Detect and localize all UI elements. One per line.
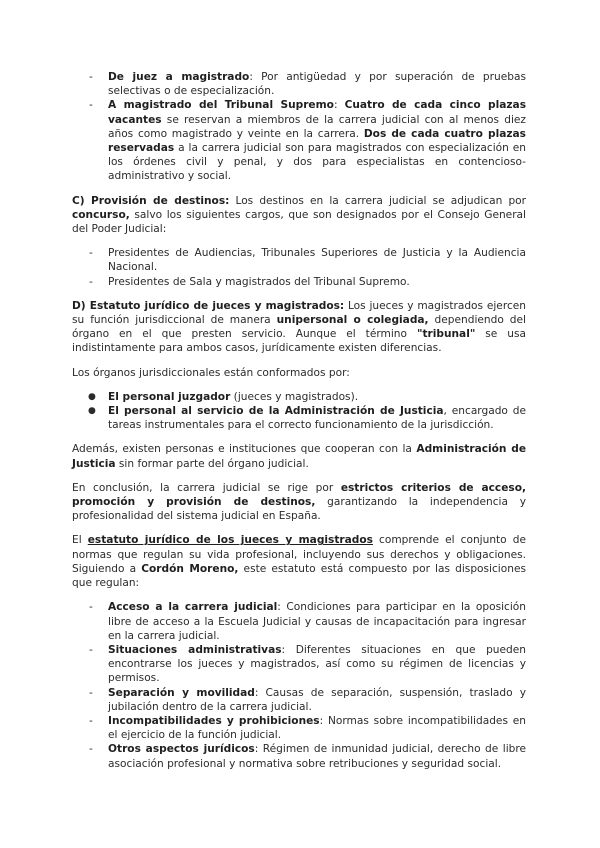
text-run: salvo los siguientes cargos, que son designados por el Consejo General del Poder Judicial: xyxy=(72,208,526,236)
list-item xyxy=(72,742,526,770)
text-run: : Régimen de inmunidad judicial, derecho de libre asociación profesional y normativa sobre retribuciones y seguridad social. xyxy=(108,743,526,770)
list-item xyxy=(72,404,526,432)
statute-provisions-list xyxy=(72,600,526,770)
list-item xyxy=(72,686,526,714)
text-run: En conclusión, la carrera judicial se rige por xyxy=(72,481,341,494)
text-run: (jueces y magistrados). xyxy=(230,390,359,403)
list-item xyxy=(72,98,526,183)
list-item xyxy=(72,275,526,289)
text-run: garantizando la independencia y profesionalidad del sistema judicial en España. xyxy=(72,496,527,523)
text-run: : xyxy=(333,99,345,112)
bullet-icon: ● xyxy=(88,406,96,417)
promotion-list xyxy=(72,70,526,184)
designated-posts-list xyxy=(72,246,526,289)
text-run: sin formar parte del órgano judicial. xyxy=(115,457,309,470)
bold-text-run: Cordón Moreno, xyxy=(141,562,239,575)
text-run: El xyxy=(72,534,88,547)
section-c-paragraph xyxy=(72,194,526,237)
bold-text-run: estrictos criterios de acceso, promoción y provisión de destinos, xyxy=(72,481,527,509)
text-run: Los órganos jurisdiccionales están conformados por: xyxy=(72,366,350,379)
bold-text-run: Acceso a la carrera judicial xyxy=(108,601,278,614)
dash-icon: - xyxy=(89,601,93,614)
text-run: a la carrera judicial son para magistrados con especialización en los órdenes civil y penal, y dos para especialistas en contencioso-administrativo y social. xyxy=(108,142,526,183)
bold-text-run xyxy=(88,534,373,546)
text-run: : Causas de separación, suspensión, traslado y jubilación dentro de la carrera judicial. xyxy=(108,686,526,713)
organos-list xyxy=(72,390,526,433)
dash-icon: - xyxy=(89,275,93,288)
bold-text-run: D) Estatuto jurídico de jueces y magistrados: xyxy=(72,299,345,312)
bold-text-run: El personal al servicio de la Administración de Justicia xyxy=(108,405,444,418)
list-item xyxy=(72,246,526,274)
organos-intro-paragraph xyxy=(72,366,526,380)
bold-text-run: unipersonal o colegiada, xyxy=(276,314,429,327)
bold-text-run: El personal juzgador xyxy=(108,390,231,403)
text-run: Los jueces y magistrados ejercen su función jurisdiccional de manera xyxy=(72,299,527,327)
document-body xyxy=(72,70,526,771)
text-run: Además, existen personas e instituciones que cooperan con la xyxy=(72,443,417,456)
bold-text-run: Incompatibilidades y prohibiciones xyxy=(108,714,320,727)
text-run: Presidentes de Sala y magistrados del Tribunal Supremo. xyxy=(108,275,410,288)
dash-icon: - xyxy=(89,743,93,756)
text-run: Los destinos en la carrera judicial se adjudican por xyxy=(229,194,527,207)
text-run: : Diferentes situaciones en que pueden encontrarse los jueces y magistrados, así como su régimen de licencias y permisos. xyxy=(108,643,526,685)
text-run: dependiendo del órgano en el que presten servicio. Aunque el término xyxy=(72,314,526,341)
text-run: : Normas sobre incompatibilidades en el ejercicio de la función judicial. xyxy=(108,714,526,742)
bold-text-run: De juez a magistrado xyxy=(108,71,250,83)
bold-text-run: Dos de cada cuatro plazas reservadas xyxy=(108,127,526,155)
text-run: : Condiciones para participar en la oposición libre de acceso a la Escuela Judicial y causas de incapacitación para ingresar en la carrera judicial. xyxy=(108,601,526,642)
bold-text-run: A magistrado del Tribunal Supremo xyxy=(108,99,334,112)
text-run: estatuto jurídico de los jueces y magistrados xyxy=(87,534,373,547)
list-item xyxy=(72,714,526,742)
text-run: : Por antigüedad y por superación de pruebas selectivas o de especialización. xyxy=(108,71,526,98)
dash-icon: - xyxy=(89,99,93,112)
conclusion-paragraph xyxy=(72,481,526,524)
list-item xyxy=(72,70,526,98)
dash-icon: - xyxy=(89,686,93,699)
text-run: comprende el conjunto de normas que regulan su vida profesional, incluyendo sus derechos y obligaciones. Siguiendo a xyxy=(72,534,526,575)
text-run: Presidentes de Audiencias, Tribunales Superiores de Justicia y la Audiencia Nacional. xyxy=(108,247,526,274)
bold-text-run: Otros aspectos jurídicos xyxy=(108,743,255,756)
bold-text-run: C) Provisión de destinos: xyxy=(72,194,230,207)
bold-text-run: Separación y movilidad xyxy=(108,686,255,699)
bold-text-run: Cuatro de cada cinco plazas vacantes xyxy=(108,99,526,126)
bold-text-run: Situaciones administrativas xyxy=(108,643,282,656)
list-item xyxy=(72,600,526,643)
text-run: , encargado de tareas instrumentales para el correcto funcionamiento de la jurisdicción. xyxy=(108,405,527,432)
section-d-paragraph xyxy=(72,299,526,356)
dash-icon: - xyxy=(89,643,93,656)
bold-text-run: concurso, xyxy=(72,208,130,221)
dash-icon: - xyxy=(89,247,93,260)
text-run: este estatuto está compuesto por las disposiciones que regulan: xyxy=(72,562,526,590)
statute-intro-paragraph xyxy=(72,533,526,590)
cooperation-paragraph xyxy=(72,442,526,470)
dash-icon: - xyxy=(89,714,93,727)
bold-text-run: Administración de Justicia xyxy=(72,443,526,470)
dash-icon: - xyxy=(89,71,93,83)
text-run: se usa indistintamente para ambos casos, jurídicamente existen diferencias. xyxy=(72,328,526,355)
text-run: se reservan a miembros de la carrera judicial con al menos diez años como magistrado y veinte en la carrera. xyxy=(108,113,526,140)
bold-text-run: "tribunal" xyxy=(416,328,476,341)
list-item xyxy=(72,390,526,404)
bullet-icon: ● xyxy=(88,391,96,402)
list-item xyxy=(72,643,526,686)
